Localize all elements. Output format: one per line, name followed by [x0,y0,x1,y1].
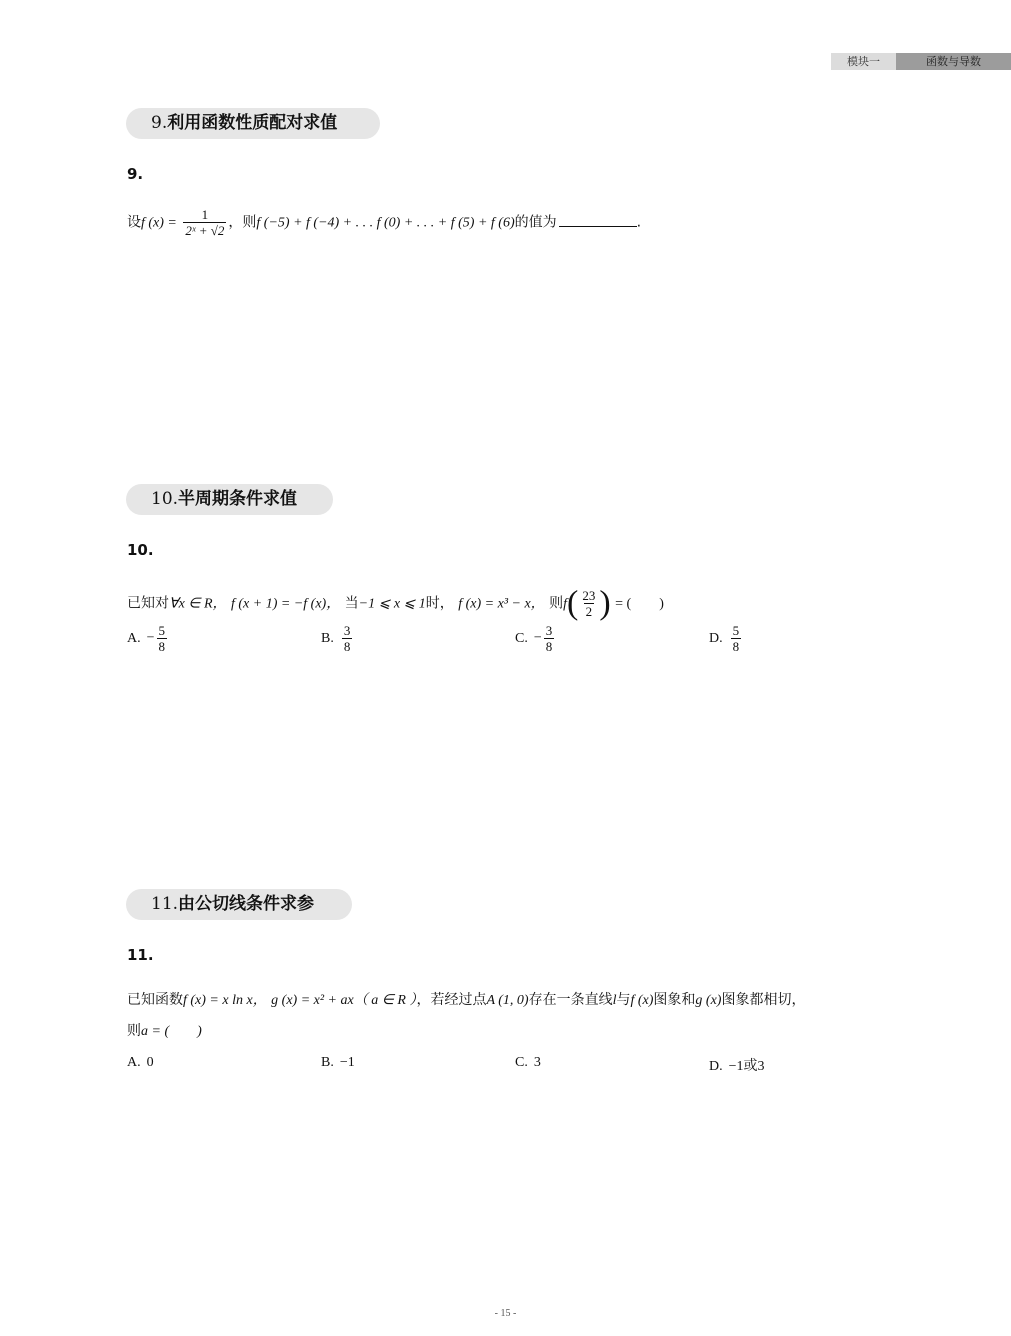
numerator: 5 [732,623,740,638]
option-label: C. [515,1055,528,1070]
fraction [580,588,597,619]
numerator: 1 [201,207,209,222]
fraction [544,623,555,654]
stem-text: 已知对 [127,595,169,612]
stem-text: ，若经过点 [416,992,487,1008]
section-number: 9. [151,113,168,133]
condition: ∀x ∈ R， [169,596,227,612]
function-f: f (x) [630,993,654,1008]
module-label: 模块一 [831,53,896,70]
point: A (1, 0) [486,993,529,1008]
function-g: g (x) [695,993,722,1008]
function-symbol: f [563,596,568,612]
denominator: 2 [585,604,593,619]
stem-text: 图象都相切， [721,992,806,1008]
option-value: 0 [146,1055,154,1070]
option-c[interactable] [515,623,556,654]
option-a[interactable] [127,1055,154,1071]
line-symbol: l [612,993,617,1008]
module-header [831,53,1011,70]
page-number: - 15 - [494,1308,517,1319]
option-b[interactable] [321,623,354,654]
equation: f (x) = x³ − x， [458,596,545,612]
stem-text: 存在一条直线 [528,992,613,1008]
question-stem-10 [127,584,664,622]
function-def: f (x) = [141,215,177,231]
section-title-9 [126,108,380,139]
option-label: B. [321,630,334,646]
stem-end: . [636,214,642,231]
answer-blank[interactable] [559,212,637,227]
stem-text: 与 [616,992,631,1008]
section-title-10 [126,484,333,515]
option-d[interactable] [709,1055,765,1075]
option-sign: − [533,630,542,646]
paren: ) [599,584,611,622]
stem-text: 则 [549,595,564,612]
function-f: f (x) = x ln x， [183,993,267,1008]
numerator: 23 [582,588,596,603]
function-g: g (x) = x² + ax [271,993,354,1008]
option-a[interactable] [127,623,169,654]
paren: ( [567,584,579,622]
equation: f (x + 1) = −f (x)， [231,596,341,612]
option-label: A. [127,630,141,646]
stem-text: 图象和 [653,992,696,1008]
option-value: −1 [339,1055,355,1070]
numerator: 3 [343,623,351,638]
question-stem-9 [127,207,641,238]
denominator: 8 [732,639,740,654]
question-number-11: 11. [127,946,154,964]
denominator: 8 [545,639,553,654]
stem-text: 已知函数 [127,992,183,1008]
option-value: −1或3 [728,1059,765,1074]
fraction [342,623,353,654]
numerator: 3 [545,623,553,638]
range: −1 ⩽ x ⩽ 1 [358,596,426,612]
stem-text: 当 [344,595,359,612]
section-title-text: 由公切线条件求参 [178,894,315,914]
fraction [183,207,226,238]
section-title-text: 利用函数性质配对求值 [167,113,338,133]
stem-text: 设 [127,214,141,231]
denominator: 8 [343,639,351,654]
question-stem-11-line1 [127,990,805,1011]
question-stem-11-line2 [127,1021,202,1042]
condition: （ a ∈ R ） [353,993,417,1008]
option-d[interactable] [709,623,743,654]
option-sign: − [146,630,155,646]
question-number-10: 10. [127,541,154,559]
numerator: 5 [158,623,166,638]
section-number: 10. [151,489,179,509]
option-label: D. [709,1059,723,1074]
option-label: B. [321,1055,334,1070]
stem-text: ，则 [228,214,257,231]
fraction [157,623,168,654]
stem-text: 时， [425,595,454,612]
topic-label: 函数与导数 [896,53,1011,70]
section-title-11 [126,889,352,920]
answer-parens: a = ( ) [141,1024,202,1039]
stem-text: 则 [127,1023,141,1039]
fraction [731,623,742,654]
question-number-9: 9. [127,165,144,183]
option-value: 3 [533,1055,541,1070]
option-label: A. [127,1055,141,1070]
option-label: C. [515,630,528,646]
answer-parens: = ( ) [615,596,664,612]
section-number: 11. [151,894,179,914]
stem-text: 的值为 [514,214,557,231]
denominator: 8 [158,639,166,654]
option-b[interactable] [321,1055,355,1071]
sum-expression: f (−5) + f (−4) + . . . f (0) + . . . + f (5) + f (6) [256,215,515,231]
option-c[interactable] [515,1055,541,1071]
option-label: D. [709,630,723,646]
section-title-text: 半周期条件求值 [178,489,298,509]
denominator: 2ˣ + √2 [185,223,225,238]
